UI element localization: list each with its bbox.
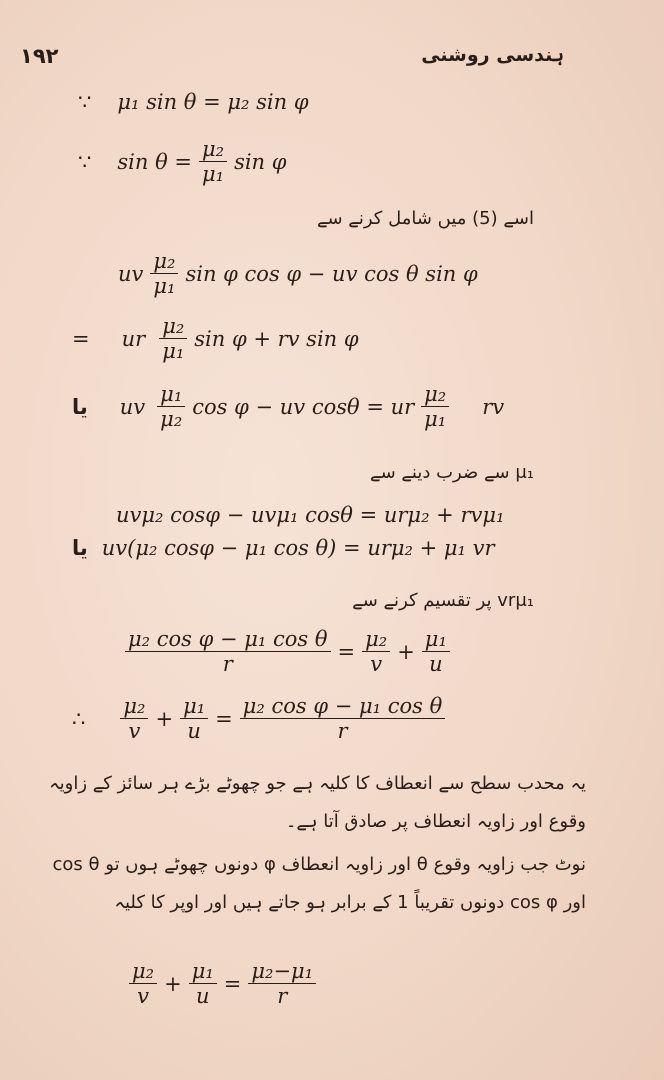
plus-sign: + xyxy=(164,972,182,997)
denominator: μ₁ xyxy=(424,407,447,432)
denominator: v xyxy=(128,719,141,744)
equation-text: uv(μ₂ cosφ − μ₁ cos θ) = urμ₂ + μ₁ vr xyxy=(101,536,495,560)
numerator: μ₂ cos φ − μ₁ cos θ xyxy=(240,695,446,719)
fraction xyxy=(199,138,227,186)
numerator: μ₂ xyxy=(159,315,187,339)
equals-sign: = xyxy=(337,640,356,665)
denominator: r xyxy=(277,984,288,1009)
numerator: μ₂−μ₁ xyxy=(248,960,316,984)
therefore-symbol: ∴ xyxy=(72,707,86,732)
denominator: u xyxy=(187,719,201,744)
because-symbol: ∵ xyxy=(78,150,92,175)
equation-text: μ₁ sin θ = μ₂ sin φ xyxy=(117,90,309,114)
equation-divided xyxy=(122,628,453,676)
numerator: μ₂ xyxy=(199,138,227,162)
fraction xyxy=(421,383,449,431)
denominator: u xyxy=(195,984,210,1009)
numerator: μ₂ xyxy=(120,695,148,719)
equals-sign: = xyxy=(215,707,233,732)
chapter-title: ہندسی روشنی xyxy=(421,44,564,66)
paragraph-conclusion: یہ محدب سطح سے انعطاف کا کلیہ ہے جو چھوٹے بڑے ہر سائز کے زاویہ وقوع اور زاویہ انعطاف پر صادق آتا ہے۔ xyxy=(49,773,586,832)
numerator: μ₂ xyxy=(362,628,390,652)
term: ur xyxy=(121,327,146,352)
equation-text: uvμ₂ cosφ − uvμ₁ cosθ = urμ₂ + rvμ₁ xyxy=(116,503,505,527)
equation-rhs-line xyxy=(72,315,359,363)
term: rv xyxy=(482,395,505,420)
paragraph-note: نوٹ جب زاویہ وقوع θ اور زاویہ انعطاف φ دونوں چھوٹے ہوں تو cos θ اور cos φ دونوں تقریباً 1 کے برابر ہو جاتے ہیں اور اوپر کا کلیہ xyxy=(52,854,586,913)
equation-snell xyxy=(78,90,309,114)
denominator: μ₁ xyxy=(201,162,225,187)
fraction xyxy=(157,383,185,431)
equation-or-1 xyxy=(72,383,504,431)
text-divide: vrμ₁ پر تقسیم کرنے سے xyxy=(352,590,534,611)
equation-result xyxy=(72,695,448,743)
equation-lhs: sin θ = xyxy=(117,150,192,175)
fraction xyxy=(129,960,157,1008)
or-label: یا xyxy=(72,536,88,560)
fraction xyxy=(120,695,148,743)
equation-rhs: sin φ xyxy=(234,150,287,175)
equation-or-2 xyxy=(72,536,495,560)
fraction xyxy=(189,960,217,1008)
because-symbol: ∵ xyxy=(78,90,92,114)
term: sin φ cos φ − uv cos θ sin φ xyxy=(185,262,478,287)
equals-sign: = xyxy=(223,972,242,997)
term: uv xyxy=(118,262,144,287)
numerator: μ₂ xyxy=(150,250,178,274)
denominator: μ₁ xyxy=(162,339,185,364)
equation-multiplied xyxy=(116,503,504,527)
fraction xyxy=(150,250,178,298)
fraction xyxy=(362,628,390,676)
fraction xyxy=(180,695,208,743)
fraction xyxy=(125,628,331,676)
fraction xyxy=(240,695,446,743)
term: cos φ − uv cosθ = ur xyxy=(192,395,415,420)
denominator: μ₁ xyxy=(153,274,176,299)
denominator: r xyxy=(222,652,233,677)
numerator: μ₂ xyxy=(421,383,449,407)
term: sin φ + rv sin φ xyxy=(194,327,359,352)
numerator: μ₁ xyxy=(157,383,185,407)
numerator: μ₁ xyxy=(422,628,450,652)
equation-substituted xyxy=(118,250,478,298)
denominator: v xyxy=(370,652,383,677)
plus-sign: + xyxy=(397,640,415,665)
numerator: μ₁ xyxy=(180,695,208,719)
text-multiply: μ₁ سے ضرب دینے سے xyxy=(370,462,534,483)
numerator: μ₂ xyxy=(129,960,157,984)
term: uv xyxy=(119,395,146,420)
equation-approx xyxy=(126,960,319,1008)
denominator: μ₂ xyxy=(160,407,183,432)
fraction xyxy=(422,628,450,676)
equals-sign: = xyxy=(72,327,90,352)
denominator: v xyxy=(137,984,149,1009)
numerator: μ₂ cos φ − μ₁ cos θ xyxy=(125,628,331,652)
or-label: یا xyxy=(72,395,88,420)
denominator: u xyxy=(429,652,443,677)
numerator: μ₁ xyxy=(189,960,217,984)
page-number: ۱۹۲ xyxy=(20,44,59,68)
plus-sign: + xyxy=(155,707,174,732)
fraction xyxy=(159,315,187,363)
text-substitute: اسے (5) میں شامل کرنے سے xyxy=(316,208,534,229)
fraction xyxy=(248,960,316,1008)
equation-sin-theta xyxy=(78,138,286,186)
denominator: r xyxy=(337,719,348,744)
